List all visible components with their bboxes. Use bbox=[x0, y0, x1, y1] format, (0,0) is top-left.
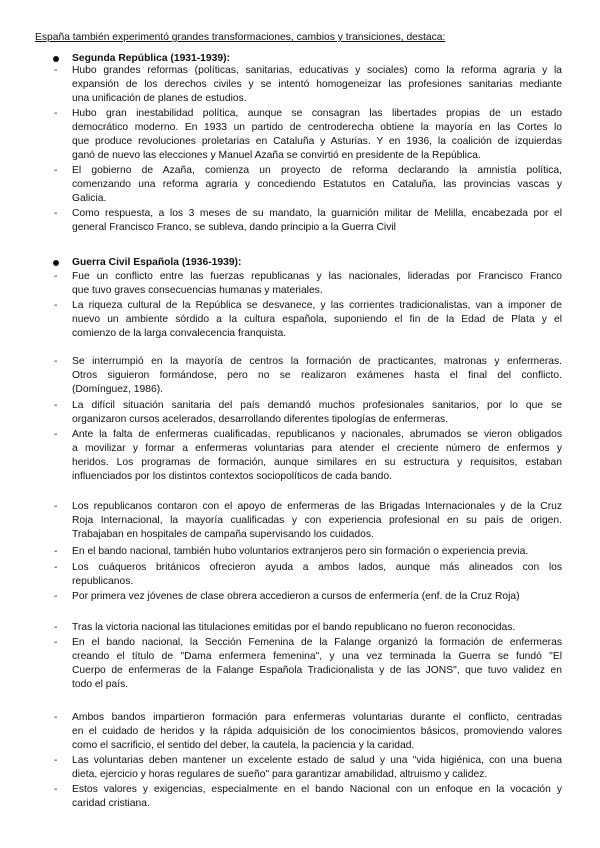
list-item-text-line: dieta, ejercicio y horas regulares de sueño" para garantizar amabilidad, altruismo y calidez. bbox=[72, 769, 488, 780]
list-item-text-line: Ambos bandos impartieron formación para enfermeras voluntarias durante el conflicto, centradas bbox=[72, 712, 562, 723]
list-item-text-line: La riqueza cultural de la República se desvanece, y las corrientes tradicionalistas, van a imponer de bbox=[72, 300, 562, 311]
list-item-text-line: caridad cristiana. bbox=[72, 798, 150, 809]
list-item-text-line: Fue un conflicto entre las fuerzas republicanas y las nacionales, lideradas por Francisco Franco bbox=[72, 271, 562, 282]
list-dash-icon: - bbox=[54, 501, 58, 512]
list-item-text-line: comienzo de la larga convalecencia franquista. bbox=[72, 328, 287, 339]
list-item-text-line: nuevo un ambiente sórdido a la cultura española, suponiendo el fin de la Edad de Plata y el bbox=[72, 314, 562, 325]
list-item-text-line: (Domínguez, 1986). bbox=[72, 384, 164, 395]
list-item-text-line: Tras la victoria nacional las titulaciones emitidas por el bando republicano no fueron reconocidas. bbox=[72, 622, 516, 633]
list-item-text-line: Galicia. bbox=[72, 193, 107, 204]
list-item-text-line: Roja Internacional, la mayoría cualificadas y con experiencia profesional en su país de origen. bbox=[72, 515, 562, 526]
list-item-text-line: una unificación de planes de estudios. bbox=[72, 93, 247, 104]
page-title: España también experimentó grandes transformaciones, cambios y transiciones, destaca: bbox=[35, 32, 446, 43]
list-item-text-line: ganó de nuevo las elecciones y Manuel Azaña se convirtió en presidente de la República. bbox=[72, 150, 481, 161]
list-dash-icon: - bbox=[54, 429, 58, 440]
list-item-text-line: a movilizar y formar a enfermeras voluntarias para atender el creciente número de enfermos y bbox=[72, 443, 562, 454]
list-dash-icon: - bbox=[54, 300, 58, 311]
list-item-text-line: En el bando nacional, también hubo voluntarios extranjeros pero sin formación o experiencia previa. bbox=[72, 546, 529, 557]
list-dash-icon: - bbox=[54, 65, 58, 76]
list-dash-icon: - bbox=[54, 591, 58, 602]
list-item-text-line: Hubo gran inestabilidad política, aunque se consagran las libertades propias de un estado bbox=[72, 108, 562, 119]
list-item-text-line: que produce revoluciones proletarias en Cataluña y Asturias. Y en 1936, la coalición de izquierdas bbox=[72, 136, 562, 147]
list-item-text-line: En el bando nacional, la Sección Femenina de la Falange organizó la formación de enfermeras bbox=[72, 637, 562, 648]
list-item-text-line: El gobierno de Azaña, comienza un proyecto de reforma declarando la amnistía política, bbox=[72, 165, 562, 176]
list-dash-icon: - bbox=[54, 400, 58, 411]
list-dash-icon: - bbox=[54, 755, 58, 766]
list-dash-icon: - bbox=[54, 165, 58, 176]
list-item-text-line: Los republicanos contaron con el apoyo de enfermeras de las Brigadas Internacionales y de la Cruz bbox=[72, 501, 562, 512]
list-dash-icon: - bbox=[54, 784, 58, 795]
list-item-text-line: Cuerpo de enfermeras de la Falange Española Tradicionalista y de las JONS", que tuvo validez en bbox=[72, 665, 562, 676]
list-dash-icon: - bbox=[54, 562, 58, 573]
list-item-text-line: creando el título de "Dama enfermera femenina", y una vez terminada la Guerra se fundó "El bbox=[72, 651, 562, 662]
list-item-text-line: Por primera vez jóvenes de clase obrera accedieron a cursos de enfermería (enf. de la Cruz Roja) bbox=[72, 591, 520, 602]
list-item-text-line: Otros siguieron formándose, pero no se realizaron exámenes hasta el final del conflicto. bbox=[72, 370, 562, 381]
list-dash-icon: - bbox=[54, 271, 58, 282]
list-item-text-line: Las voluntarias deben mantener un excelente estado de salud y una "vida higiénica, con una buena bbox=[72, 755, 562, 766]
list-item-text-line: Como respuesta, a los 3 meses de su mandato, la guarnición militar de Melilla, encabezada por el bbox=[72, 208, 562, 219]
list-item-text-line: Se interrumpió en la mayoría de centros la formación de practicantes, matronas y enfermeras. bbox=[72, 356, 562, 367]
list-item-text-line: influenciados por los distintos contextos sociopolíticos de cada bando. bbox=[72, 471, 392, 482]
list-item-text-line: Ante la falta de enfermeras cualificadas, republicanos y nacionales, abrumados se vieron obligados bbox=[72, 429, 562, 440]
list-dash-icon: - bbox=[54, 637, 58, 648]
list-dash-icon: - bbox=[54, 356, 58, 367]
list-item-text-line: Estos valores y exigencias, especialmente en el bando Nacional con un enfoque en la vocación y bbox=[72, 784, 562, 795]
list-item-text-line: Hubo grandes reformas (políticas, sanitarias, educativas y sociales) como la reforma agraria y la bbox=[72, 65, 562, 76]
list-dash-icon: - bbox=[54, 712, 58, 723]
list-item-text-line: organizaron cursos acelerados, desarrollando diferentes tipologías de enfermeras. bbox=[72, 414, 449, 425]
bullet-dot-icon bbox=[53, 56, 59, 62]
list-item-text-line: en el cuidado de heridos y la rápida adquisición de los conocimientos básicos, promoviendo valores bbox=[72, 726, 562, 737]
list-item-text-line: que tuvo graves consecuencias humanas y materiales. bbox=[72, 285, 323, 296]
list-item-text-line: todo el país. bbox=[72, 679, 129, 690]
list-item-text-line: Trabajaban en hospitales de campaña supervisando los cuidados. bbox=[72, 529, 374, 540]
list-item-text-line: como el sacrificio, el sentido del deber, la cautela, la paciencia y la caridad. bbox=[72, 740, 415, 751]
section-heading: Segunda República (1931-1939): bbox=[72, 53, 230, 64]
list-item-text-line: general Francisco Franco, se subleva, dando principio a la Guerra Civil bbox=[72, 222, 396, 233]
bullet-dot-icon bbox=[53, 260, 59, 266]
list-item-text-line: expansión de los derechos civiles y se intentó homogeneizar las profesiones sanitarias mediante bbox=[72, 79, 562, 90]
list-item-text-line: Los cuáqueros británicos ofrecieron ayuda a ambos lados, aunque más alineados con los bbox=[72, 562, 562, 573]
list-item-text-line: democrático moderno. En 1933 un partido de centroderecha obtiene la mayoría en las Cortes lo bbox=[72, 122, 562, 133]
list-dash-icon: - bbox=[54, 108, 58, 119]
section-heading: Guerra Civil Española (1936-1939): bbox=[72, 257, 242, 268]
list-item-text-line: comenzando una reforma agraria y concediendo Estatutos en Cataluña, las provincias vascas y bbox=[72, 179, 562, 190]
list-item-text-line: republicanos. bbox=[72, 576, 134, 587]
list-item-text-line: heridos. Los programas de formación, aunque similares en su estructura y requisitos, estaban bbox=[72, 457, 562, 468]
list-dash-icon: - bbox=[54, 546, 58, 557]
list-dash-icon: - bbox=[54, 208, 58, 219]
list-dash-icon: - bbox=[54, 622, 58, 633]
list-item-text-line: La difícil situación sanitaria del país demandó muchos profesionales sanitarios, por lo que se bbox=[72, 400, 562, 411]
